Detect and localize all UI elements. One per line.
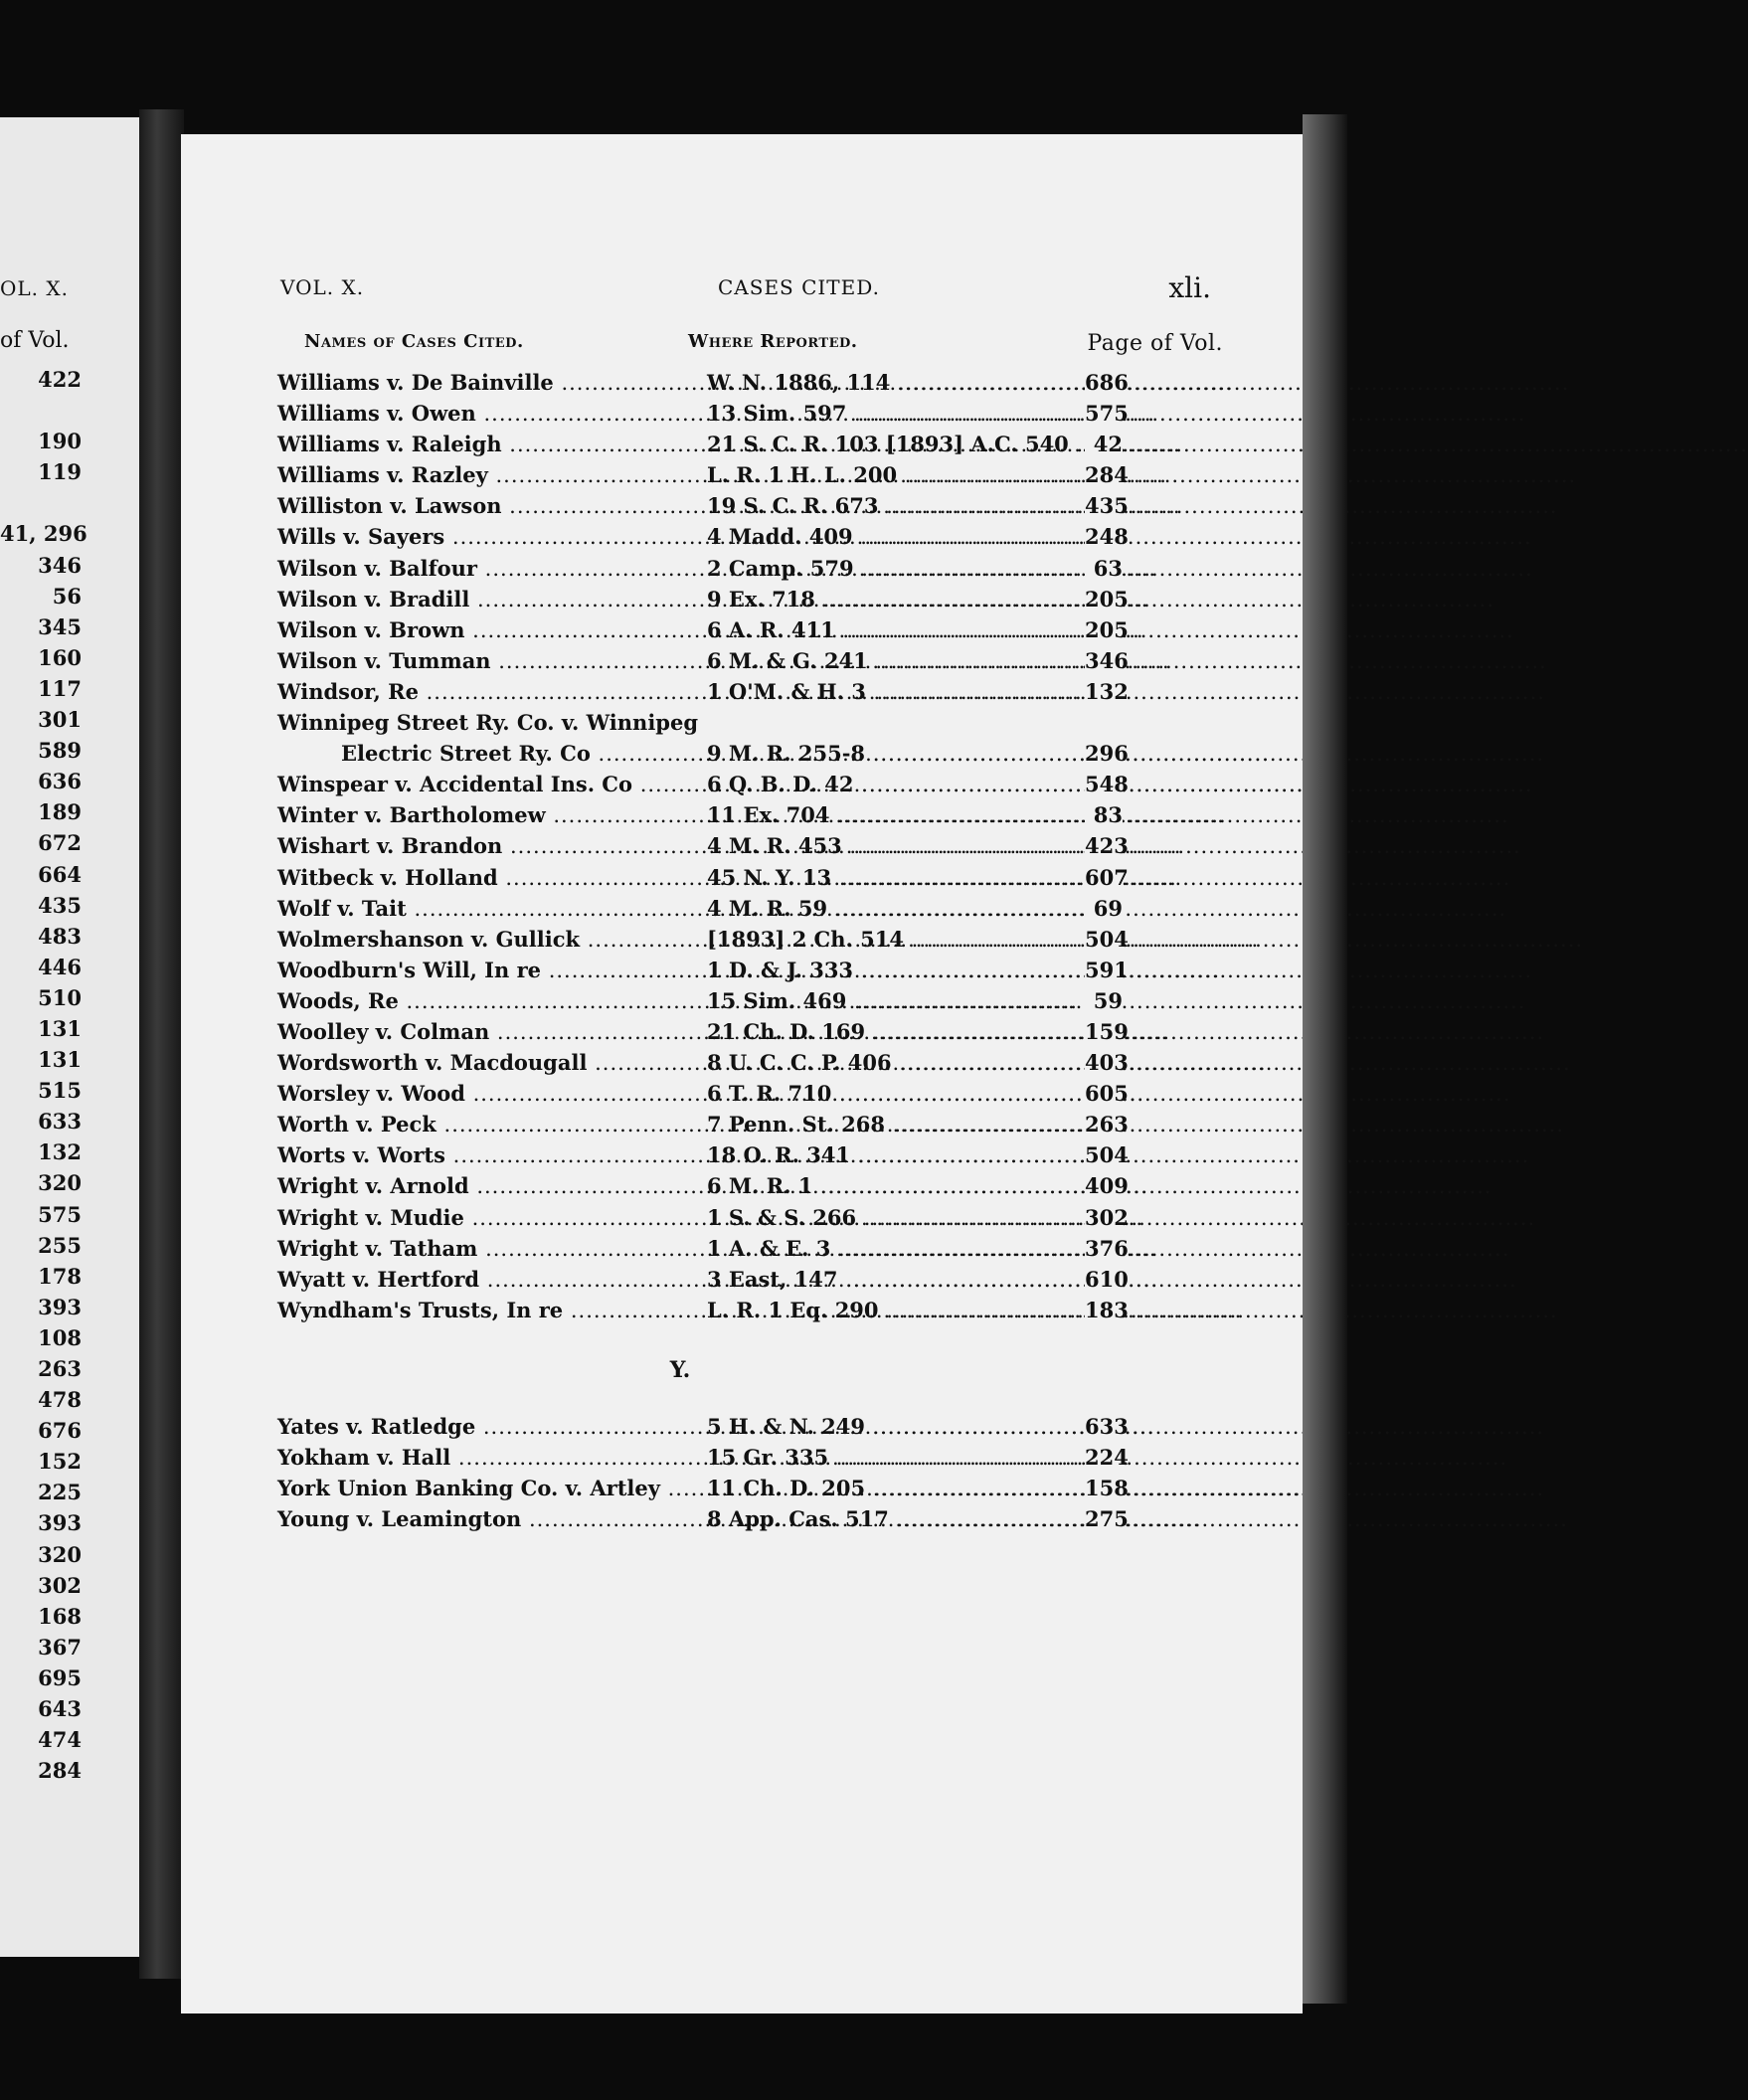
case-name: Worts v. Worts .....: [277, 1142, 705, 1168]
case-row: [277, 738, 1129, 769]
case-reported-at: 5 H. & N. 249 .....: [707, 1414, 1085, 1440]
case-page: 63: [1085, 556, 1123, 582]
case-name: York Union Banking Co. v. Artley .....: [277, 1476, 705, 1501]
case-page: 346: [1085, 647, 1129, 673]
previous-page-number: 589: [38, 738, 82, 764]
case-name: Williston v. Lawson .....: [277, 493, 705, 519]
case-page: 83: [1085, 802, 1123, 828]
case-row: [277, 830, 1129, 861]
case-reported-at: 7 Penn. St. 268 .....: [707, 1112, 1085, 1138]
where-reported-column-heading: Where Reported.: [688, 331, 858, 352]
case-name: Williams v. Owen .....: [277, 401, 705, 427]
case-name: Young v. Leamington .....: [277, 1506, 705, 1532]
case-row: [277, 1109, 1129, 1139]
case-name: Wolf v. Tait .....: [277, 896, 705, 922]
case-name: Williams v. Raleigh .....: [277, 432, 705, 457]
case-row: [277, 799, 1123, 830]
case-name: Yates v. Ratledge .....: [277, 1414, 705, 1440]
case-row: [277, 521, 1129, 552]
previous-page-number: 189: [38, 799, 82, 825]
previous-page-number: 422: [38, 367, 82, 392]
previous-page-header: OL. X.: [0, 276, 69, 300]
case-name: Worth v. Peck .....: [277, 1112, 705, 1138]
case-row: [277, 1233, 1129, 1264]
previous-page-fragment: [0, 117, 139, 1957]
case-page: 610: [1085, 1266, 1129, 1292]
previous-page-number: 302: [38, 1572, 82, 1598]
case-reported-at: 15 Sim. 469 .....: [707, 988, 1085, 1014]
case-row: [277, 459, 1129, 490]
case-name: Wright v. Tatham .....: [277, 1236, 705, 1262]
case-name: Williams v. Razley .....: [277, 462, 705, 488]
previous-page-number: 263: [38, 1356, 82, 1381]
case-reported-at: W. N. 1886, 114 .....: [707, 370, 1085, 396]
case-name: Worsley v. Wood .....: [277, 1081, 705, 1107]
case-reported-at: 8 U. C. C. P. 406 .....: [707, 1050, 1085, 1076]
case-row: [277, 1442, 1129, 1473]
case-row: [277, 985, 1123, 1016]
case-reported-at: 18 O. R. 341 .....: [707, 1142, 1085, 1168]
previous-page-number: 132: [38, 1139, 82, 1165]
running-head: [280, 271, 1211, 305]
previous-page-number: 664: [38, 861, 82, 887]
previous-page-number: 636: [38, 769, 82, 794]
previous-page-number: 515: [38, 1078, 82, 1104]
page-xli: [181, 134, 1303, 2013]
case-reported-at: 6 T. R. 710 .....: [707, 1081, 1085, 1107]
case-row: [277, 490, 1129, 521]
case-page: 224: [1085, 1445, 1129, 1471]
case-name: Wyndham's Trusts, In re .....: [277, 1298, 705, 1323]
case-page: 435: [1085, 493, 1129, 519]
previous-page-number: 345: [38, 613, 82, 639]
case-reported-at: 6 Q. B. D. 42 .....: [707, 772, 1085, 797]
case-name: Wilson v. Balfour .....: [277, 556, 705, 582]
case-reported-at: 8 App. Cas. 517 .....: [707, 1506, 1085, 1532]
case-page: 504: [1085, 926, 1129, 952]
previous-page-number: 672: [38, 830, 82, 856]
case-reported-at: 4 Madd. 409 .....: [707, 524, 1085, 550]
case-row: [277, 893, 1123, 924]
case-row: [277, 955, 1129, 985]
case-reported-at: L. R. 1 H. L. 200 .....: [707, 462, 1085, 488]
previous-page-number: [0, 395, 82, 426]
case-name: Winspear v. Accidental Ins. Co .....: [277, 772, 705, 797]
previous-page-number: 510: [38, 984, 82, 1010]
case-row: [277, 1264, 1129, 1295]
case-reported-at: 11 Ch. D. 205 .....: [707, 1476, 1085, 1501]
previous-page-number: 284: [38, 1758, 82, 1784]
case-page: 423: [1085, 833, 1129, 859]
case-row: [277, 553, 1123, 584]
previous-page-number: 255: [38, 1232, 82, 1258]
case-page: 59: [1085, 988, 1123, 1014]
case-page: 591: [1085, 957, 1129, 982]
previous-page-number: 446: [38, 954, 82, 979]
case-name: Windsor, Re .....: [277, 679, 705, 705]
previous-page-number: 483: [38, 923, 82, 949]
case-row: [277, 1016, 1129, 1047]
page-number: xli.: [1168, 271, 1211, 304]
case-page: 158: [1085, 1476, 1129, 1501]
cases-list-y: [277, 1411, 1129, 1534]
volume-label: VOL. X.: [280, 275, 365, 299]
case-name: Winter v. Bartholomew .....: [277, 802, 705, 828]
names-column-heading: Names of Cases Cited.: [304, 331, 524, 352]
previous-page-number: 190: [38, 429, 82, 454]
case-name: Wilson v. Bradill .....: [277, 587, 705, 612]
case-reported-at: 9 Ex. 718 .....: [707, 587, 1085, 612]
case-page: 633: [1085, 1414, 1129, 1439]
case-name: Yokham v. Hall .....: [277, 1445, 705, 1471]
case-reported-at: [1893] 2 Ch. 514 .....: [707, 927, 1085, 953]
case-row: [277, 584, 1129, 614]
case-row: [277, 1202, 1129, 1233]
case-reported-at: 45 N. Y. 13 .....: [707, 865, 1085, 891]
case-row: [277, 1047, 1129, 1078]
case-row: [277, 924, 1129, 955]
case-reported-at: 3 East, 147 .....: [707, 1267, 1085, 1293]
case-page: 275: [1085, 1506, 1129, 1532]
case-reported-at: 19 S. C. R. 673 .....: [707, 493, 1085, 519]
case-row: [277, 1473, 1129, 1503]
case-page: 248: [1085, 524, 1129, 550]
case-row: [277, 398, 1129, 429]
previous-page-number: 41, 296: [0, 521, 87, 547]
case-page: 575: [1085, 401, 1129, 427]
case-reported-at: 21 Ch. D. 169 .....: [707, 1019, 1085, 1045]
case-reported-at: 1 O'M. & H. 3 .....: [707, 679, 1085, 705]
previous-page-number: 676: [38, 1418, 82, 1444]
previous-page-number: 393: [38, 1510, 82, 1536]
page-of-vol-column-heading: Page of Vol.: [1087, 331, 1223, 356]
case-reported-at: 6 M. & G. 241 .....: [707, 648, 1085, 674]
previous-page-column-head: of Vol.: [0, 328, 70, 353]
case-name: Witbeck v. Holland .....: [277, 865, 705, 891]
case-row: [277, 676, 1129, 707]
case-reported-at: 6 A. R. 411 .....: [707, 617, 1085, 643]
cases-list-w: [277, 367, 1129, 1325]
case-row: [277, 1503, 1129, 1534]
case-reported-at: 1 D. & J. 333 .....: [707, 958, 1085, 983]
case-page: 504: [1085, 1142, 1129, 1168]
case-name: Wright v. Mudie .....: [277, 1205, 705, 1231]
previous-page-number: 225: [38, 1480, 82, 1505]
case-name: Wilson v. Tumman .....: [277, 648, 705, 674]
previous-page-number: 117: [38, 675, 82, 701]
case-name: Wilson v. Brown .....: [277, 617, 705, 643]
case-reported-at: 4 M. R. 59 .....: [707, 896, 1085, 922]
case-name: Wills v. Sayers .....: [277, 524, 705, 550]
case-row: [277, 707, 1123, 738]
case-page: 686: [1085, 370, 1129, 395]
previous-page-number: 575: [38, 1201, 82, 1227]
previous-page-number: 393: [38, 1294, 82, 1319]
case-reported-at: 2 Camp. 579 .....: [707, 556, 1085, 582]
case-page: 376: [1085, 1235, 1129, 1261]
case-page: 69: [1085, 896, 1123, 922]
case-row: [277, 1139, 1129, 1170]
case-reported-at: 15 Gr. 335 .....: [707, 1445, 1085, 1471]
case-name: Wordsworth v. Macdougall .....: [277, 1050, 705, 1076]
book-gutter: [139, 109, 184, 1979]
previous-page-number: 320: [38, 1541, 82, 1567]
case-page: 605: [1085, 1081, 1129, 1107]
previous-page-number: 633: [38, 1109, 82, 1135]
case-page: 132: [1085, 678, 1129, 704]
previous-page-number: 367: [38, 1634, 82, 1660]
case-name: Winnipeg Street Ry. Co. v. Winnipeg: [277, 710, 699, 736]
previous-page-number: 178: [38, 1263, 82, 1289]
case-name: Wishart v. Brandon .....: [277, 833, 705, 859]
column-headings: [280, 331, 1223, 363]
previous-page-number: 108: [38, 1324, 82, 1350]
previous-page-number: 478: [38, 1387, 82, 1413]
case-row: [277, 769, 1129, 799]
case-page: 409: [1085, 1173, 1129, 1199]
case-row: [277, 645, 1129, 676]
case-page: 42: [1085, 432, 1123, 457]
page-title: CASES CITED.: [718, 275, 880, 299]
case-reported-at: 1 A. & E. 3 .....: [707, 1236, 1085, 1262]
case-page: 205: [1085, 616, 1129, 642]
case-page: 263: [1085, 1112, 1129, 1138]
previous-page-number: 160: [38, 644, 82, 670]
previous-page-number: 695: [38, 1664, 82, 1690]
case-reported-at: 21 S. C. R. 103 [1893] A.C. 540 .....: [707, 432, 1085, 457]
case-reported-at: 9 M. R. 255-8 .....: [707, 741, 1085, 767]
case-reported-at: 6 M. R. 1 .....: [707, 1173, 1085, 1199]
case-page: 296: [1085, 741, 1129, 767]
case-page: 183: [1085, 1297, 1129, 1322]
previous-page-number: 119: [38, 459, 82, 485]
previous-page-number: 346: [38, 552, 82, 578]
previous-page-number: 435: [38, 892, 82, 918]
case-row: [277, 1078, 1129, 1109]
case-name: Wolmershanson v. Gullick .....: [277, 927, 705, 953]
case-page: 302: [1085, 1204, 1129, 1230]
case-name: Woodburn's Will, In re .....: [277, 958, 705, 983]
case-reported-at: 13 Sim. 597 .....: [707, 401, 1085, 427]
previous-page-number: 131: [38, 1047, 82, 1073]
case-reported-at: 11 Ex. 704 .....: [707, 802, 1085, 828]
case-reported-at: L. R. 1 Eq. 290 .....: [707, 1298, 1085, 1323]
case-page: 607: [1085, 864, 1129, 890]
case-reported-at: 4 M. R. 453 .....: [707, 833, 1085, 859]
page-edge: [1303, 114, 1347, 2004]
previous-page-number: 474: [38, 1727, 82, 1753]
previous-page-number: 320: [38, 1170, 82, 1196]
case-name: Williams v. De Bainville .....: [277, 370, 705, 396]
case-row: [277, 429, 1123, 459]
previous-page-number: [0, 487, 82, 518]
case-row: [277, 367, 1129, 398]
case-page: 403: [1085, 1050, 1129, 1076]
case-name: Wyatt v. Hertford .....: [277, 1267, 705, 1293]
case-row: [277, 1295, 1129, 1325]
case-page: 205: [1085, 586, 1129, 612]
previous-page-number: 152: [38, 1449, 82, 1475]
case-name: Woolley v. Colman .....: [277, 1019, 705, 1045]
case-page: 284: [1085, 462, 1129, 488]
case-row: [277, 614, 1129, 645]
previous-page-number-column: [0, 364, 87, 1786]
previous-page-number: 131: [38, 1015, 82, 1041]
case-row: [277, 862, 1129, 893]
case-page: 159: [1085, 1018, 1129, 1044]
case-name: Electric Street Ry. Co .....: [341, 741, 705, 767]
previous-page-number: 168: [38, 1603, 82, 1629]
case-name: Woods, Re .....: [277, 988, 705, 1014]
case-name: Wright v. Arnold .....: [277, 1173, 705, 1199]
previous-page-number: 643: [38, 1696, 82, 1722]
case-reported-at: 1 S. & S. 266 .....: [707, 1205, 1085, 1231]
case-row: [277, 1170, 1129, 1201]
case-page: 548: [1085, 772, 1129, 797]
case-row: [277, 1411, 1129, 1442]
previous-page-number: 56: [52, 583, 82, 609]
section-letter-y: Y.: [669, 1357, 691, 1383]
previous-page-number: 301: [38, 707, 82, 733]
